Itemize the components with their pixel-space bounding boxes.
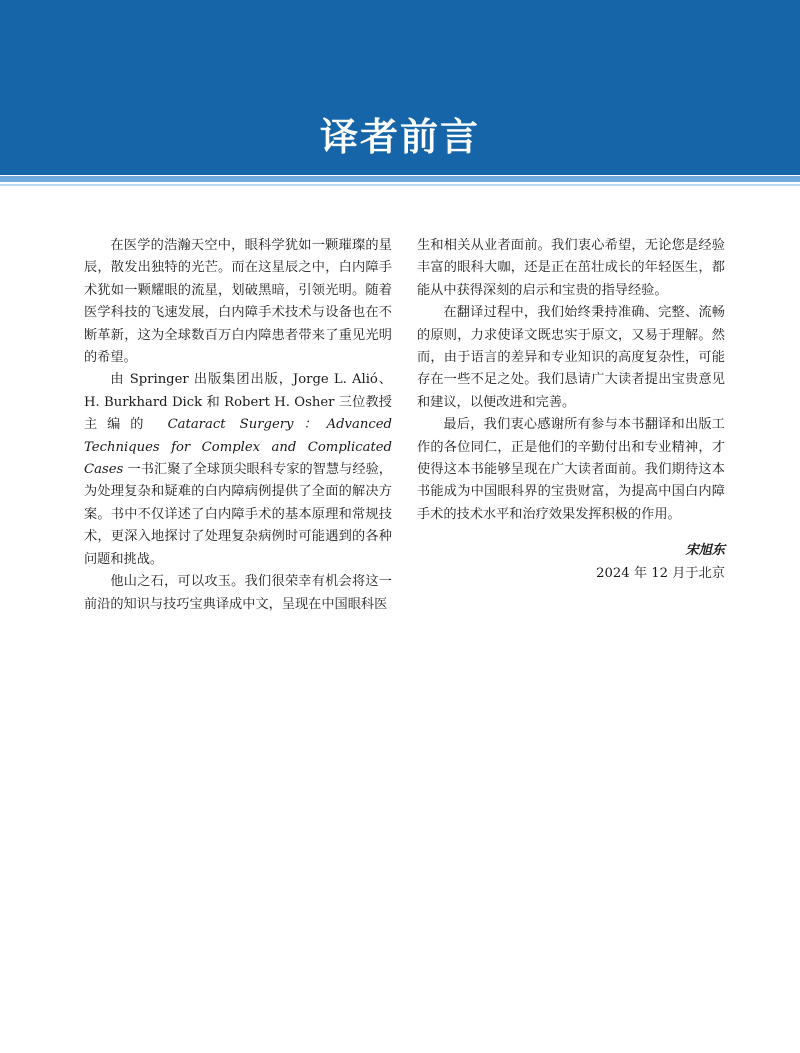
paragraph-4: 在翻译过程中，我们始终秉持准确、完整、流畅的原则，力求使译文既忠实于原文，又易于理解。然而，由于语言的差异和专业知识的高度复杂性，可能存在一些不足之处。我们恳请广大读者提出宝贵意见和建议，以便改进和完善。 (417, 305, 725, 410)
book-title: Cataract Surgery：Advanced Techniques for Complex and Complicated Cases (84, 417, 392, 478)
paragraph-5: 最后，我们衷心感谢所有参与本书翻译和出版工作的各位同仁，正是他们的辛勤付出和专业精神，才使得这本书能够呈现在广大读者面前。我们期待这本书能成为中国眼科界的宝贵财富，为提高中国白内障手术的技术水平和治疗效果发挥积极的作用。 (417, 417, 725, 522)
paragraph-2-body: 一书汇聚了全球顶尖眼科专家的智慧与经验，为处理复杂和疑难的白内障病例提供了全面的解决方案。书中不仅详述了白内障手术的基本原理和常规技术，更深入地探讨了处理复杂病例时可能遇到的各种问题和挑战。 (84, 462, 392, 567)
header-stripe-thick (0, 176, 800, 182)
paragraph-2 (84, 369, 392, 571)
paragraph-3: 他山之石，可以攻玉。我们很荣幸有机会将这一前沿的知识与技巧宝典译成中文，呈现在中国眼科医 (84, 574, 392, 612)
left-column (84, 235, 392, 616)
header-stripe-thin (0, 184, 800, 186)
paragraph-2-intro: 由 Springer 出版集团出版，Jorge L. Alió、H. Burkhard Dick 和 Robert H. Osher 三位教授主编的 (84, 372, 392, 433)
page-title: 译者前言 (319, 114, 480, 159)
right-column (417, 235, 725, 585)
translator-signature: 宋旭东 (685, 543, 725, 559)
paragraph-3-continued: 生和相关从业者面前。我们衷心希望，无论您是经验丰富的眼科大咖，还是正在茁壮成长的年轻医生，都能从中获得深刻的启示和宝贵的指导经验。 (417, 238, 725, 298)
date-line: 2024 年 12 月于北京 (596, 565, 725, 581)
paragraph-1: 在医学的浩瀚天空中，眼科学犹如一颗璀璨的星辰，散发出独特的光芒。而在这星辰之中，白内障手术犹如一颗耀眼的流星，划破黑暗，引领光明。随着医学科技的飞速发展，白内障手术技术与设备也在不断革新，这为全球数百万白内障患者带来了重见光明的希望。 (84, 238, 392, 366)
